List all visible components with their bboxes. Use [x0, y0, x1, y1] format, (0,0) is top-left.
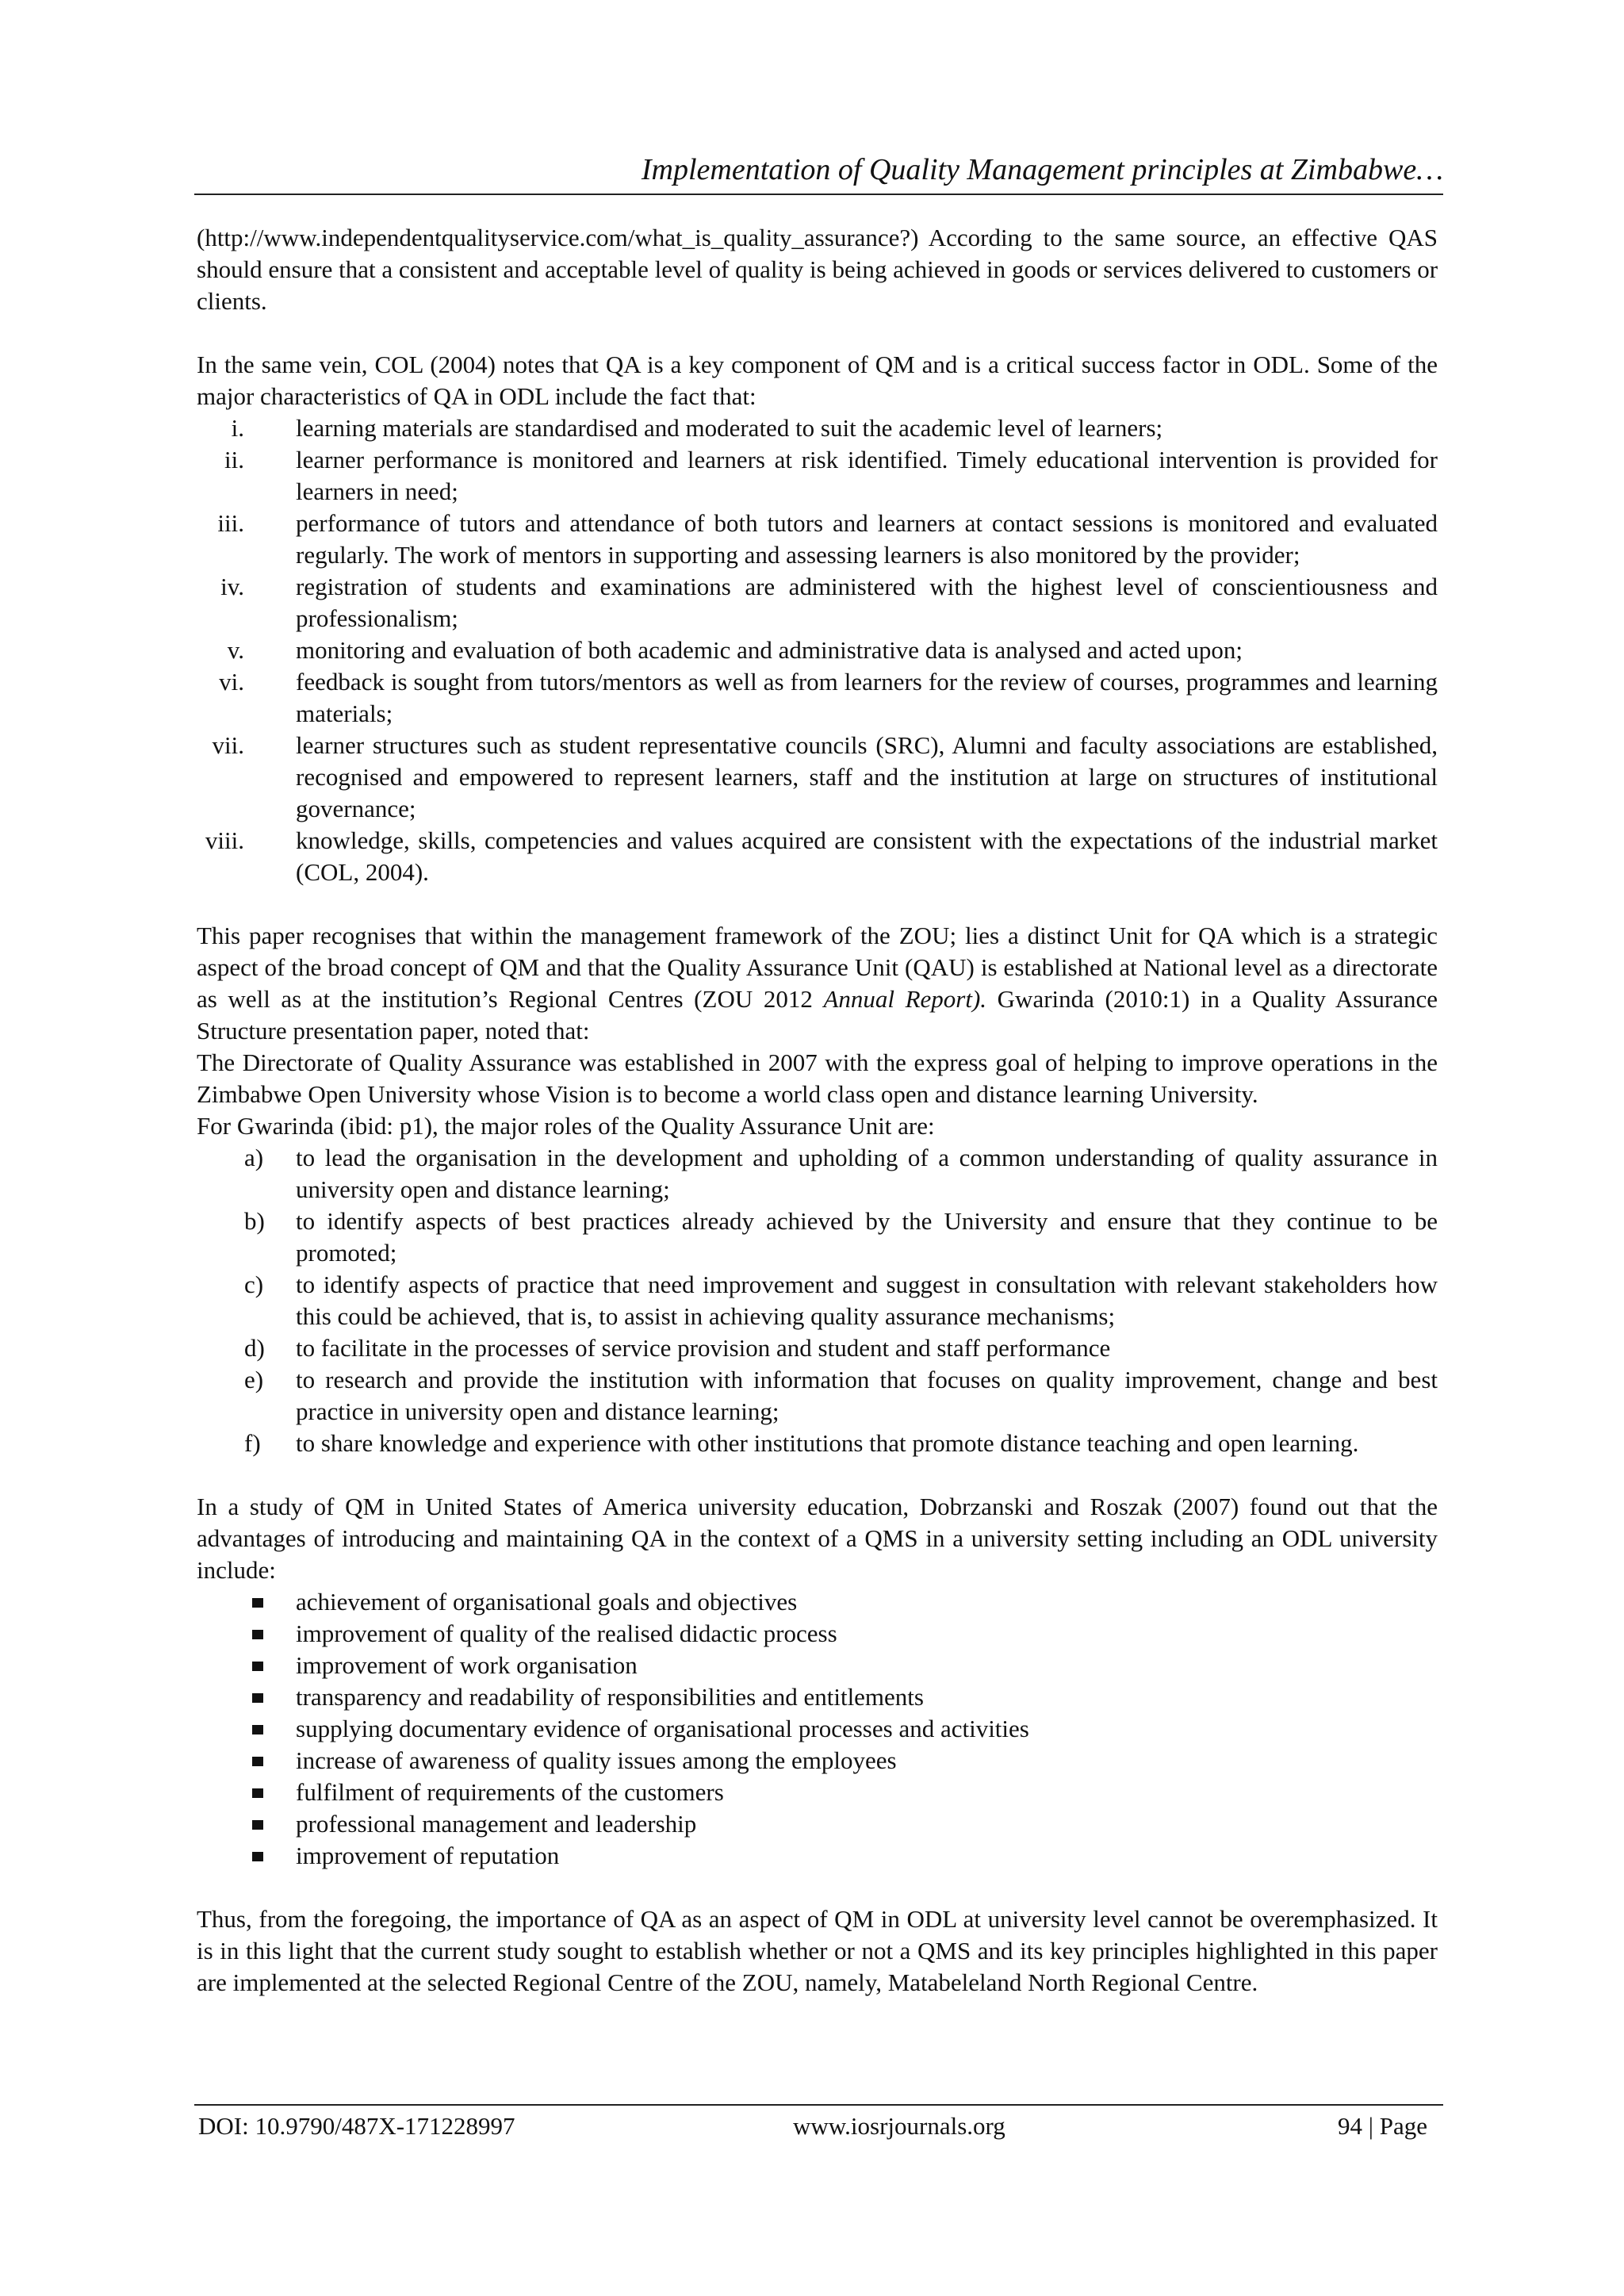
list-item: viii. knowledge, skills, competencies and values acquired are consistent with the expectations of the industrial market (COL, 2004).: [205, 826, 1438, 886]
running-title: Implementation of Quality Management principles at Zimbabwe…: [641, 153, 1443, 186]
list-item: iv. registration of students and examinations are administered with the highest level of conscientiousness and professionalism;: [220, 573, 1438, 632]
bullet-icon: [252, 1820, 263, 1830]
list-item: c) to identify aspects of practice that need improvement and suggest in consultation with relevant stakeholders how this could be achieved, that is, to assist in achieving quality assurance mechanisms;: [244, 1271, 1438, 1330]
paragraph-6: Thus, from the foregoing, the importance of QA as an aspect of QM in ODL at university level cannot be overemphasized. It is in this light that the current study sought to establish whether or not a QMS and its key principles highlighted in this paper are implemented at the selected Regional Centre of the ZOU, namely, Matabeleland North Regional Centre.: [197, 1905, 1438, 1996]
list-item: f) to share knowledge and experience with other institutions that promote distance teaching and open learning.: [244, 1429, 1359, 1457]
list-item: a) to lead the organisation in the development and upholding of a common understanding of quality assurance in university open and distance learning;: [244, 1144, 1438, 1203]
advantages-list: [197, 1586, 1438, 1872]
paragraph-3: This paper recognises that within the management framework of the ZOU; lies a distinct Unit for QA which is a strategic aspect of the broad concept of QM and that the Quality Assurance Unit (QAU) is established at National level as a directorate as well as at the institution’s Regional Centres (ZOU 2012 Annual Report). Gwarinda (2010:1) in a Quality Assurance Structure presentation paper, noted that:: [197, 922, 1438, 1045]
list-item: v. monitoring and evaluation of both academic and administrative data is analysed and acted upon;: [227, 636, 1243, 664]
list-item: b) to identify aspects of best practices already achieved by the University and ensure that they continue to be promoted;: [244, 1207, 1438, 1267]
list-item: achievement of organisational goals and objectives: [197, 1586, 1438, 1618]
roles-list: [197, 1142, 1438, 1459]
list-item: i. learning materials are standardised and moderated to suit the academic level of learners;: [231, 414, 1163, 442]
page-body: [197, 222, 1438, 1999]
bullet-icon: [252, 1852, 263, 1861]
journal-website: www.iosrjournals.org: [793, 2112, 1005, 2140]
list-item: improvement of quality of the realised didactic process: [197, 1618, 1438, 1650]
list-item: vi. feedback is sought from tutors/mentors as well as from learners for the review of courses, programmes and learning materials;: [219, 668, 1438, 727]
list-item: d) to facilitate in the processes of service provision and student and staff performance: [244, 1334, 1111, 1362]
bullet-icon: [252, 1757, 263, 1766]
page-number: 94 | Page: [1338, 2112, 1427, 2140]
paragraph-4: For Gwarinda (ibid: p1), the major roles of the Quality Assurance Unit are:: [197, 1112, 935, 1140]
bullet-icon: [252, 1662, 263, 1671]
paragraph-1: (http://www.independentqualityservice.com/what_is_quality_assurance?) According to the same source, an effective QAS should ensure that a consistent and acceptable level of quality is being achieved in goods or services delivered to customers or clients.: [197, 224, 1438, 315]
list-item: supplying documentary evidence of organisational processes and activities: [197, 1713, 1438, 1745]
paragraph-5: In a study of QM in United States of America university education, Dobrzanski and Roszak (2007) found out that the advantages of introducing and maintaining QA in the context of a QMS in a university setting including an ODL university include:: [197, 1493, 1438, 1584]
characteristics-list: [197, 412, 1438, 888]
bullet-icon: [252, 1788, 263, 1798]
list-item: transparency and readability of responsibilities and entitlements: [197, 1681, 1438, 1713]
list-item: fulfilment of requirements of the customers: [197, 1777, 1438, 1808]
bullet-icon: [252, 1725, 263, 1734]
list-item: e) to research and provide the institution with information that focuses on quality improvement, change and best practice in university open and distance learning;: [244, 1366, 1438, 1425]
list-item: professional management and leadership: [197, 1808, 1438, 1840]
list-item: vii. learner structures such as student representative councils (SRC), Alumni and faculty associations are established, recognised and empowered to represent learners, staff and the institution at large on structures of institutional governance;: [212, 731, 1438, 822]
bullet-icon: [252, 1630, 263, 1639]
bullet-icon: [252, 1693, 263, 1703]
list-item: improvement of reputation: [197, 1840, 1438, 1872]
paragraph-2: In the same vein, COL (2004) notes that QA is a key component of QM and is a critical success factor in ODL. Some of the major characteristics of QA in ODL include the fact that:: [197, 351, 1438, 410]
running-header: [194, 151, 1443, 195]
block-quote: The Directorate of Quality Assurance was established in 2007 with the express goal of helping to improve operations in the Zimbabwe Open University whose Vision is to become a world class open and distance learning University.: [197, 1048, 1438, 1108]
list-item: increase of awareness of quality issues among the employees: [197, 1745, 1438, 1777]
bullet-icon: [252, 1598, 263, 1608]
list-item: iii. performance of tutors and attendance of both tutors and learners at contact sessions is monitored and evaluated regularly. The work of mentors in supporting and assessing learners is also monitored by the provider;: [217, 509, 1438, 569]
page-footer: [194, 2104, 1443, 2142]
list-item: improvement of work organisation: [197, 1650, 1438, 1681]
list-item: ii. learner performance is monitored and learners at risk identified. Timely educational intervention is provided for learners in need;: [224, 446, 1438, 505]
doi-text: DOI: 10.9790/487X-171228997: [198, 2112, 515, 2140]
